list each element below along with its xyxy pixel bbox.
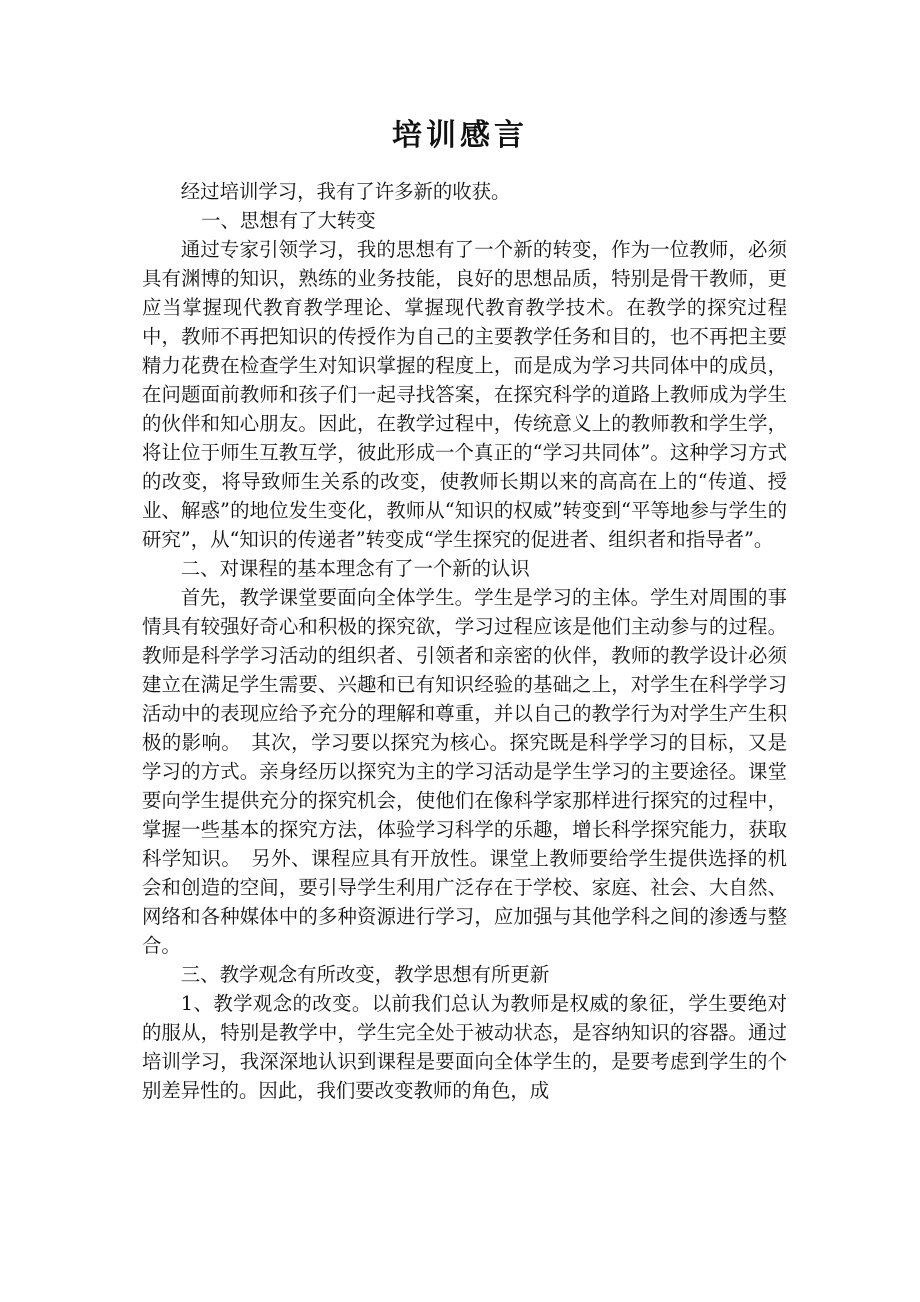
document-title: 培训感言 — [392, 118, 528, 153]
section-2-heading: 二、对课程的基本理念有了一个新的认识 — [180, 557, 530, 580]
section-3-paragraph: 1、教学观念的改变。以前我们总认为教师是权威的象征，学生要绝对的服从，特别是教学中，学生完全处于被动状态，是容纳知识的容器。通过培训学习，我深深地认识到课程是要面向全体学生的，是要考虑到学生的个别差异性的。因此，我们要改变教师的角色，成 — [142, 992, 787, 1102]
intro-paragraph: 经过培训学习，我有了许多新的收获。 — [180, 180, 511, 203]
section-2-paragraph: 首先，教学课堂要面向全体学生。学生是学习的主体。学生对周围的事情具有较强好奇心和积极的探究欲，学习过程应该是他们主动参与的过程。教师是科学学习活动的组织者、引领者和亲密的伙伴，教师的教学设计必须建立在满足学生需要、兴趣和已有知识经验的基础之上，对学生在科学学习活动中的表现应给予充分的理解和尊重，并以自己的教学行为对学生产生积极的影响。 其次，学习要以探究为核心。探究既是科学学习的目标，又是学习的方式。亲身经历以探究为主的学习活动是学生学习的主要途径。课堂要向学生提供充分的探究机会，使他们在像科学家那样进行探究的过程中，掌握一些基本的探究方法，体验学习科学的乐趣，增长科学探究能力，获取科学知识。 另外、课程应具有开放性。课堂上教师要给学生提供选择的机会和创造的空间，要引导学生利用广泛存在于学校、家庭、社会、大自然、网络和各种媒体中的多种资源进行学习，应加强与其他学科之间的渗透与整合。 — [142, 586, 787, 957]
section-3-heading: 三、教学观念有所改变，教学思想有所更新 — [180, 963, 550, 986]
section-1-paragraph: 通过专家引领学习，我的思想有了一个新的转变，作为一位教师，必须具有渊博的知识，熟练的业务技能，良好的思想品质，特别是骨干教师，更应当掌握现代教育教学理论、掌握现代教育教学技术。在教学的探究过程中，教师不再把知识的传授作为自己的主要教学任务和目的，也不再把主要精力花费在检查学生对知识掌握的程度上，而是成为学习共同体中的成员，在问题面前教师和孩子们一起寻找答案，在探究科学的道路上教师成为学生的伙伴和知心朋友。因此，在教学过程中，传统意义上的教师教和学生学，将让位于师生互教互学，彼此形成一个真正的“学习共同体”。这种学习方式的改变，将导致师生关系的改变，使教师长期以来的高高在上的“传道、授业、解惑”的地位发生变化，教师从“知识的权威”转变到“平等地参与学生的研究”，从“知识的传递者”转变成“学生探究的促进者、组织者和指导者”。 — [142, 238, 787, 551]
section-1-heading: 一、思想有了大转变 — [201, 209, 376, 232]
document-body — [142, 177, 787, 1105]
